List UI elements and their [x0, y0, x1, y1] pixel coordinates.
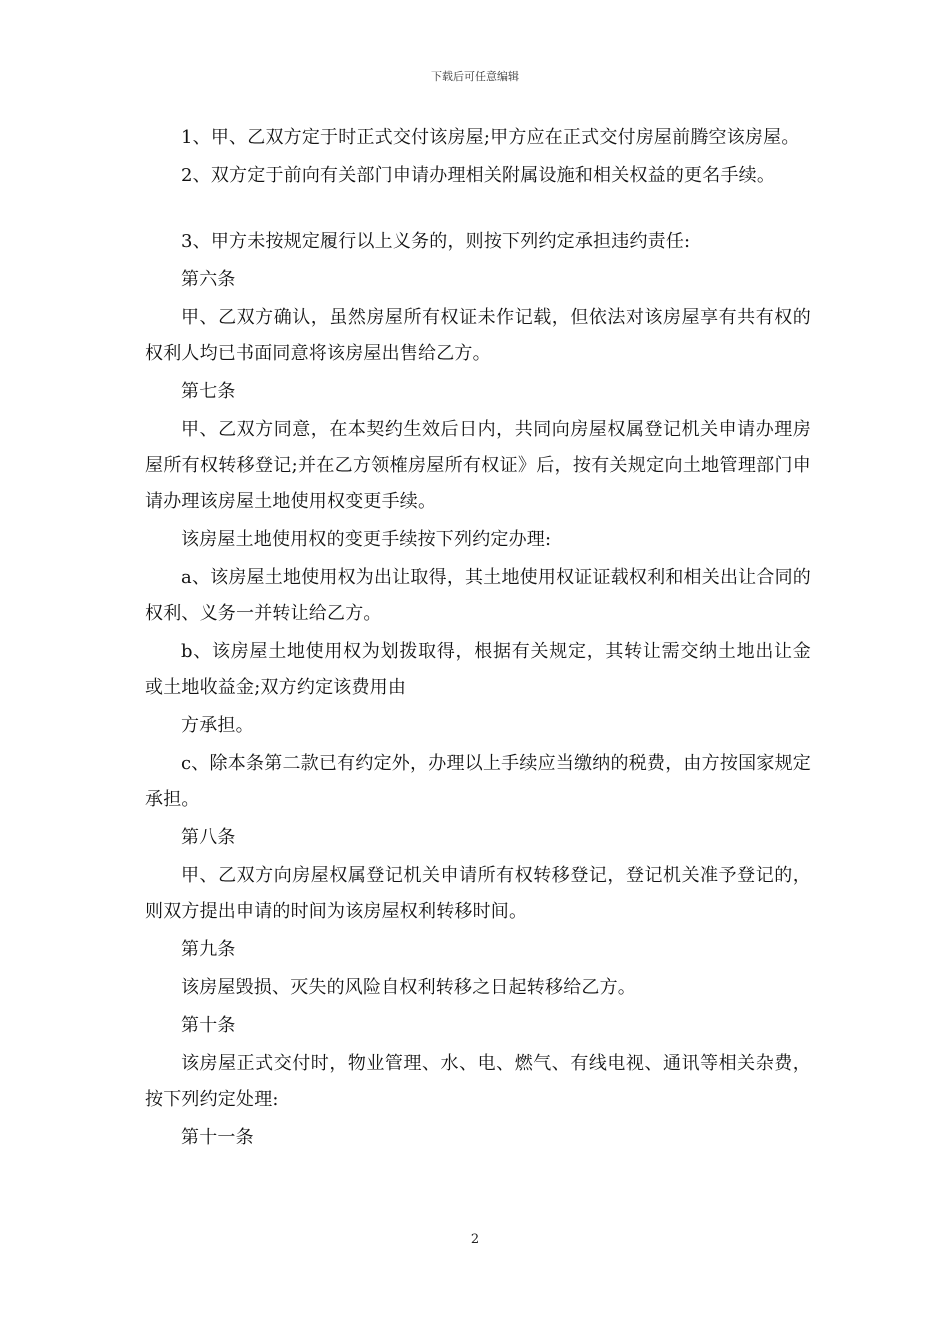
article-heading-10: 第十条 — [181, 1015, 236, 1036]
article-heading-7: 第七条 — [181, 381, 236, 402]
article-heading-11: 第十一条 — [181, 1127, 254, 1148]
page-header: 下载后可任意编辑 — [431, 70, 519, 83]
paragraph-land-use-intro: 该房屋土地使用权的变更手续按下列约定办理: — [181, 529, 552, 550]
paragraph-article-9: 该房屋毁损、灭失的风险自权利转移之日起转移给乙方。 — [181, 977, 636, 998]
paragraph-article-6: 甲、乙双方确认，虽然房屋所有权证未作记载，但依法对该房屋享有共有权的权利人均已书面同意将该房屋出售给乙方。 — [145, 307, 811, 364]
paragraph-article-10: 该房屋正式交付时，物业管理、水、电、燃气、有线电视、通讯等相关杂费，按下列约定处理: — [145, 1053, 811, 1110]
paragraph-item-b: b、该房屋土地使用权为划拨取得，根据有关规定，其转让需交纳土地出让金或土地收益金;双方约定该费用由 — [145, 641, 811, 698]
article-heading-8: 第八条 — [181, 827, 236, 848]
paragraph-clause-1: 1、甲、乙双方定于时正式交付该房屋;甲方应在正式交付房屋前腾空该房屋。 — [181, 127, 800, 148]
paragraph-item-b-cont: 方承担。 — [181, 715, 254, 736]
paragraph-clause-3: 3、甲方未按规定履行以上义务的，则按下列约定承担违约责任: — [181, 231, 691, 252]
paragraph-article-8: 甲、乙双方向房屋权属登记机关申请所有权转移登记，登记机关准予登记的，则双方提出申请的时间为该房屋权利转移时间。 — [145, 865, 811, 922]
document-body — [145, 120, 811, 1158]
paragraph-item-c: c、除本条第二款已有约定外，办理以上手续应当缴纳的税费，由方按国家规定承担。 — [145, 753, 811, 810]
paragraph-clause-2: 2、双方定于前向有关部门申请办理相关附属设施和相关权益的更名手续。 — [181, 165, 776, 186]
paragraph-item-a: a、该房屋土地使用权为出让取得，其土地使用权证证载权利和相关出让合同的权利、义务一并转让给乙方。 — [145, 567, 811, 624]
article-heading-9: 第九条 — [181, 939, 236, 960]
page-number: 2 — [470, 1232, 480, 1247]
paragraph-article-7: 甲、乙双方同意，在本契约生效后日内，共同向房屋权属登记机关申请办理房屋所有权转移登记;并在乙方领榷房屋所有权证》后，按有关规定向土地管理部门申请办理该房屋土地使用权变更手续。 — [145, 419, 811, 512]
article-heading-6: 第六条 — [181, 269, 236, 290]
